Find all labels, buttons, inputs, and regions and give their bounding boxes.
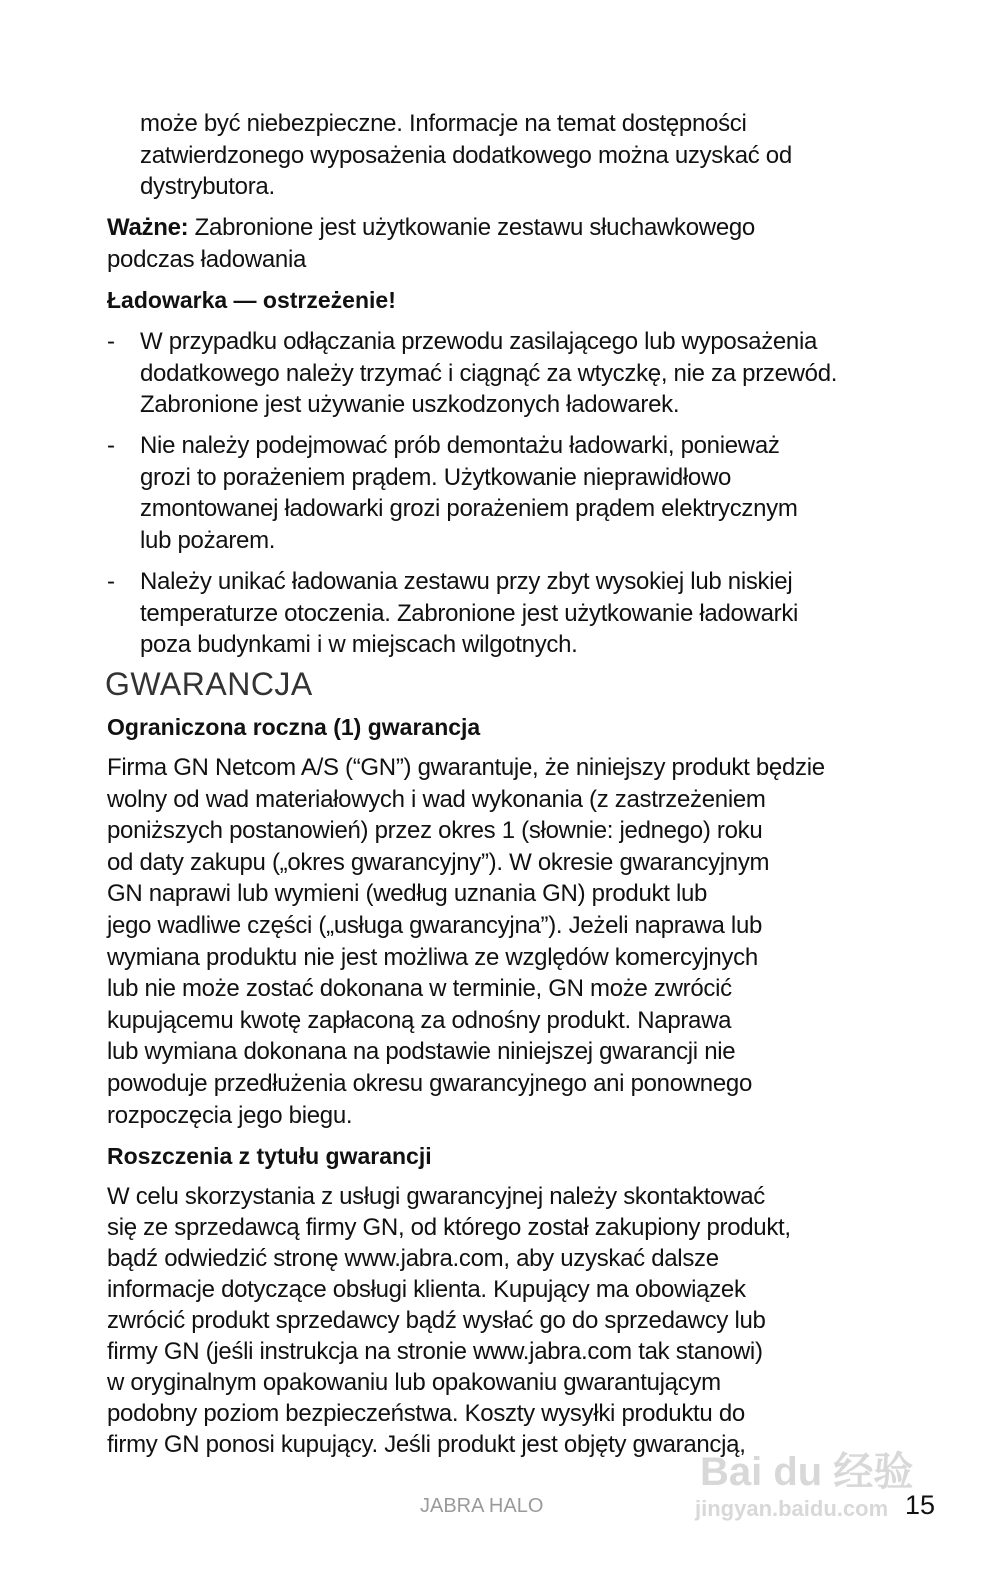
- watermark-url: jingyan.baidu.com: [695, 1496, 889, 1521]
- text-line: Należy unikać ładowania zestawu przy zbyt wysokiej lub niskiej: [140, 568, 793, 595]
- text-line: jego wadliwe części („usługa gwarancyjna”). Jeżeli naprawa lub: [107, 911, 763, 939]
- claims-paragraph: [107, 1181, 791, 1460]
- text-line: lub wymiana dokonana na podstawie niniejszej gwarancji nie: [107, 1038, 736, 1066]
- claims-heading: Roszczenia z tytułu gwarancji: [107, 1143, 432, 1169]
- text-line: dystrybutora.: [140, 173, 275, 200]
- text-line: poniższych postanowień) przez okres 1 (słownie: jednego) roku: [107, 817, 763, 845]
- text-line: zwrócić produkt sprzedawcy bądź wysłać go do sprzedawcy lub: [107, 1307, 766, 1334]
- text-line: w oryginalnym opakowaniu lub opakowaniu gwarantującym: [107, 1369, 721, 1396]
- important-note: [107, 212, 755, 275]
- text-line: wymiana produktu nie jest możliwa ze względów komercyjnych: [107, 943, 758, 971]
- warranty-paragraph: [107, 752, 825, 1131]
- text-line: Nie należy podejmować prób demontażu ładowarki, ponieważ: [140, 432, 780, 459]
- text-line: GN naprawi lub wymieni (według uznania GN) produkt lub: [107, 880, 708, 908]
- list-item: [140, 430, 798, 556]
- text-line: lub nie może zostać dokonana w terminie, GN może zwrócić: [107, 975, 732, 1003]
- section-title: GWARANCJA: [105, 666, 313, 702]
- text-line: poza budynkami i w miejscach wilgotnych.: [140, 631, 578, 658]
- text-line: temperaturze otoczenia. Zabronione jest użytkowanie ładowarki: [140, 599, 799, 627]
- text-line: W celu skorzystania z usługi gwarancyjnej należy skontaktować: [107, 1183, 766, 1210]
- important-text: podczas ładowania: [107, 245, 307, 273]
- text-line: może być niebezpieczne. Informacje na temat dostępności: [140, 110, 747, 137]
- page-number: 15: [905, 1490, 936, 1520]
- text-line: W przypadku odłączania przewodu zasilającego lub wyposażenia: [140, 328, 818, 355]
- text-line: Zabronione jest używanie uszkodzonych ładowarek.: [140, 391, 680, 418]
- text-line: powoduje przedłużenia okresu gwarancyjnego ani ponownego: [107, 1069, 752, 1097]
- important-text: Zabronione jest użytkowanie zestawu słuchawkowego: [188, 214, 755, 241]
- text-line: rozpoczęcia jego biegu.: [107, 1101, 353, 1129]
- text-line: kupującemu kwotę zapłaconą za odnośny produkt. Naprawa: [107, 1006, 732, 1034]
- text-line: Firma GN Netcom A/S (“GN”) gwarantuje, że niniejszy produkt będzie: [107, 754, 825, 781]
- footer-product: JABRA HALO: [420, 1495, 544, 1517]
- text-line: grozi to porażeniem prądem. Użytkowanie nieprawidłowo: [140, 463, 732, 491]
- list-dash: -: [107, 432, 115, 459]
- text-line: bądź odwiedzić stronę www.jabra.com, aby uzyskać dalsze: [107, 1245, 719, 1272]
- text-line: wolny od wad materiałowych i wad wykonania (z zastrzeżeniem: [107, 785, 766, 813]
- text-line: firmy GN ponosi kupujący. Jeśli produkt jest objęty gwarancją,: [107, 1431, 746, 1458]
- warranty-heading: Ograniczona roczna (1) gwarancja: [107, 714, 481, 740]
- list-item: [140, 326, 837, 421]
- text-line: zmontowanej ładowarki grozi porażeniem prądem elektrycznym: [140, 495, 798, 522]
- text-line: firmy GN (jeśli instrukcja na stronie www.jabra.com tak stanowi): [107, 1338, 763, 1365]
- text-line: od daty zakupu („okres gwarancyjny”). W okresie gwarancyjnym: [107, 848, 770, 876]
- watermark-logo: Bai du 经验: [700, 1450, 914, 1494]
- charger-heading: Ładowarka — ostrzeżenie!: [107, 287, 396, 313]
- text-line: informacje dotyczące obsługi klienta. Kupujący ma obowiązek: [107, 1276, 746, 1303]
- list-item: [140, 566, 798, 661]
- intro-paragraph: [140, 108, 792, 203]
- text-line: się ze sprzedawcą firmy GN, od którego został zakupiony produkt,: [107, 1214, 791, 1241]
- important-label: Ważne:: [107, 214, 189, 241]
- list-dash: -: [107, 568, 115, 595]
- list-dash: -: [107, 328, 115, 355]
- text-line: podobny poziom bezpieczeństwa. Koszty wysyłki produktu do: [107, 1400, 745, 1427]
- text-line: lub pożarem.: [140, 526, 276, 554]
- text-line: dodatkowego należy trzymać i ciągnąć za wtyczkę, nie za przewód.: [140, 359, 838, 387]
- text-line: zatwierdzonego wyposażenia dodatkowego można uzyskać od: [140, 141, 792, 169]
